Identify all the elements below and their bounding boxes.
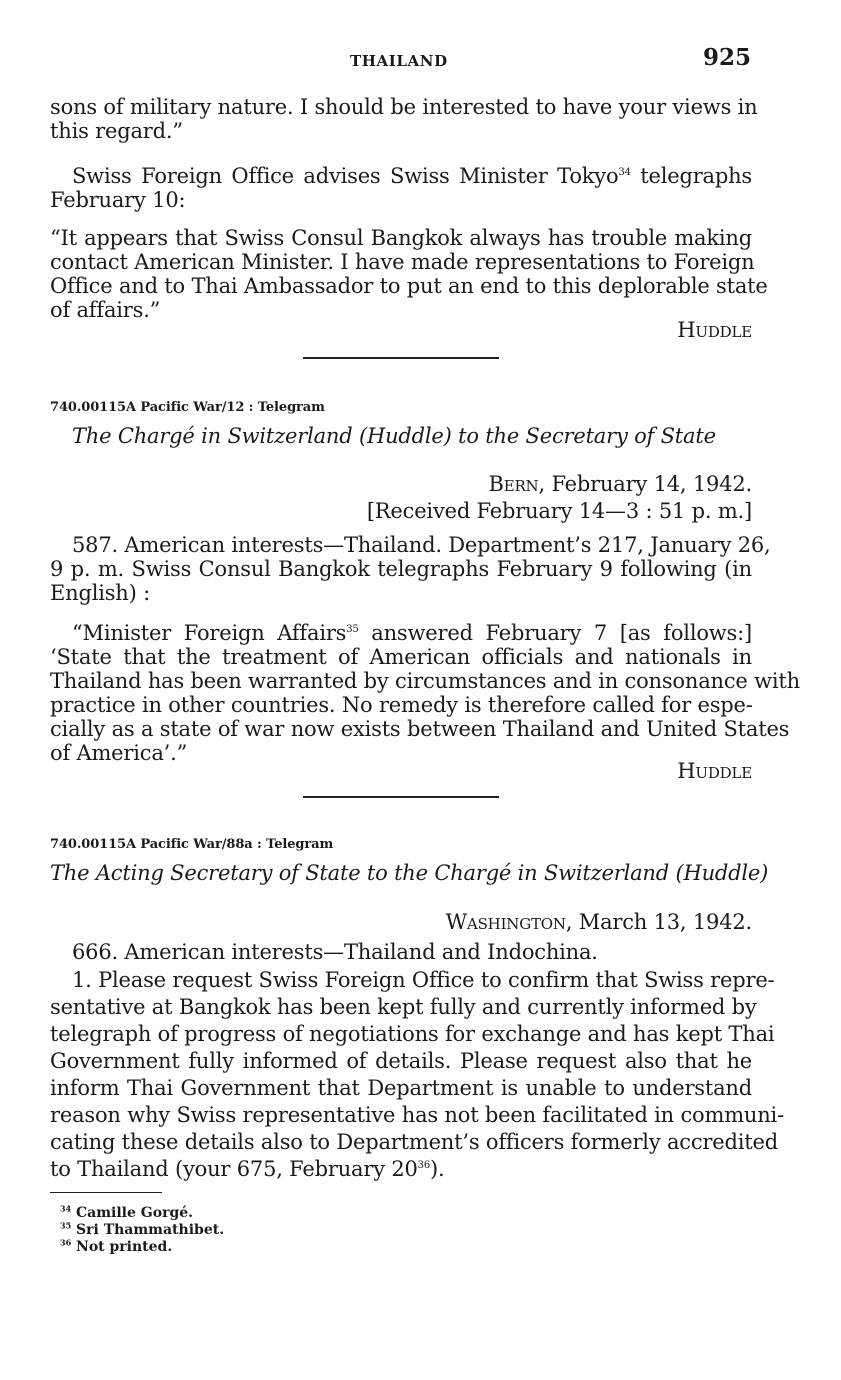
footnotes	[60, 1205, 762, 1256]
page-number: 925	[702, 44, 751, 71]
text-line: Thailand has been warranted by circumstances and in consonance with	[50, 669, 800, 693]
text-span: telegraphs	[630, 164, 752, 188]
text-line	[50, 621, 752, 645]
running-header-title: THAILAND	[350, 52, 448, 70]
text-line: sentative at Bangkok has been kept fully and currently informed by	[50, 995, 757, 1019]
text-span: answered February 7 [as follows:]	[358, 621, 752, 645]
footnote-divider	[50, 1192, 162, 1193]
dateline-date: , February 14, 1942.	[538, 472, 752, 496]
continuation-paragraph	[50, 95, 758, 143]
text-line: Office and to Thai Ambassador to put an end to this deplorable state	[50, 274, 768, 298]
divider	[303, 357, 499, 359]
block-quote	[50, 621, 800, 765]
text-line: cially as a state of war now exists between Thailand and United States	[50, 717, 790, 741]
footnote-mark: 36	[60, 1237, 72, 1248]
text-span: ).	[429, 1157, 445, 1181]
text-line: contact American Minister. I have made representations to Foreign	[50, 250, 755, 274]
dateline-place: Bern	[488, 472, 539, 496]
text-line: February 10:	[50, 188, 186, 212]
text-line: 1. Please request Swiss Foreign Office to confirm that Swiss repre-	[72, 968, 775, 992]
text-line: of America’.”	[50, 741, 188, 765]
document-title: The Chargé in Switzerland (Huddle) to the Secretary of State	[72, 424, 716, 448]
text-span: to Thailand (your 675, February 20	[50, 1157, 418, 1181]
text-line: cating these details also to Department’s officers formerly accredited	[50, 1130, 778, 1154]
text-line: English) :	[50, 581, 150, 605]
text-line: this regard.”	[50, 119, 183, 143]
text-line	[50, 1156, 752, 1183]
text-line: 666. American interests—Thailand and Indochina.	[72, 940, 598, 964]
text-line: 587. American interests—Thailand. Department’s 217, January 26,	[72, 533, 771, 557]
document-title: The Acting Secretary of State to the Chargé in Switzerland (Huddle)	[50, 861, 769, 885]
footnote	[60, 1222, 762, 1239]
footnote-text: Not printed.	[76, 1239, 173, 1255]
text-line: reason why Swiss representative has not been facilitated in communi-	[50, 1103, 784, 1127]
file-reference: 740.00115A Pacific War/12 : Telegram	[50, 400, 325, 415]
paragraph	[50, 164, 752, 212]
text-span: Swiss Foreign Office advises Swiss Minister Tokyo	[72, 164, 619, 188]
footnote-ref: 34	[618, 167, 631, 178]
received-note: [Received February 14—3 : 51 p. m.]	[366, 499, 752, 523]
dateline	[50, 910, 752, 934]
text-line: 9 p. m. Swiss Consul Bangkok telegraphs February 9 following (in	[50, 557, 752, 581]
footnote-ref: 35	[346, 624, 359, 635]
paragraph	[50, 967, 784, 1183]
dateline-place: Washington	[445, 910, 566, 934]
footnote	[60, 1205, 762, 1222]
signature: Huddle	[677, 318, 752, 342]
dateline	[50, 472, 752, 496]
footnote-text: Sri Thammathibet.	[76, 1222, 225, 1238]
footnote-mark: 34	[60, 1203, 72, 1214]
text-line	[50, 164, 752, 188]
divider	[303, 796, 499, 798]
text-line: ‘State that the treatment of American officials and nationals in	[50, 645, 752, 669]
text-line: telegraph of progress of negotiations for exchange and has kept Thai	[50, 1022, 775, 1046]
signature: Huddle	[677, 759, 752, 783]
paragraph	[50, 940, 752, 964]
block-quote	[50, 226, 768, 322]
text-line: practice in other countries. No remedy is therefore called for espe-	[50, 693, 753, 717]
text-line: inform Thai Government that Department is unable to understand	[50, 1076, 752, 1100]
footnote-ref: 36	[417, 1160, 430, 1171]
text-span: “Minister Foreign Affairs	[72, 621, 347, 645]
text-line: of affairs.”	[50, 298, 161, 322]
text-line: Government fully informed of details. Please request also that he	[50, 1049, 752, 1073]
footnote-text: Camille Gorgé.	[76, 1205, 194, 1221]
footnote-mark: 35	[60, 1220, 72, 1231]
file-reference: 740.00115A Pacific War/88a : Telegram	[50, 837, 334, 852]
text-line: “It appears that Swiss Consul Bangkok always has trouble making	[50, 226, 752, 250]
dateline-date: , March 13, 1942.	[565, 910, 752, 934]
footnote	[60, 1239, 762, 1256]
paragraph	[50, 533, 771, 605]
text-line: sons of military nature. I should be interested to have your views in	[50, 95, 758, 119]
